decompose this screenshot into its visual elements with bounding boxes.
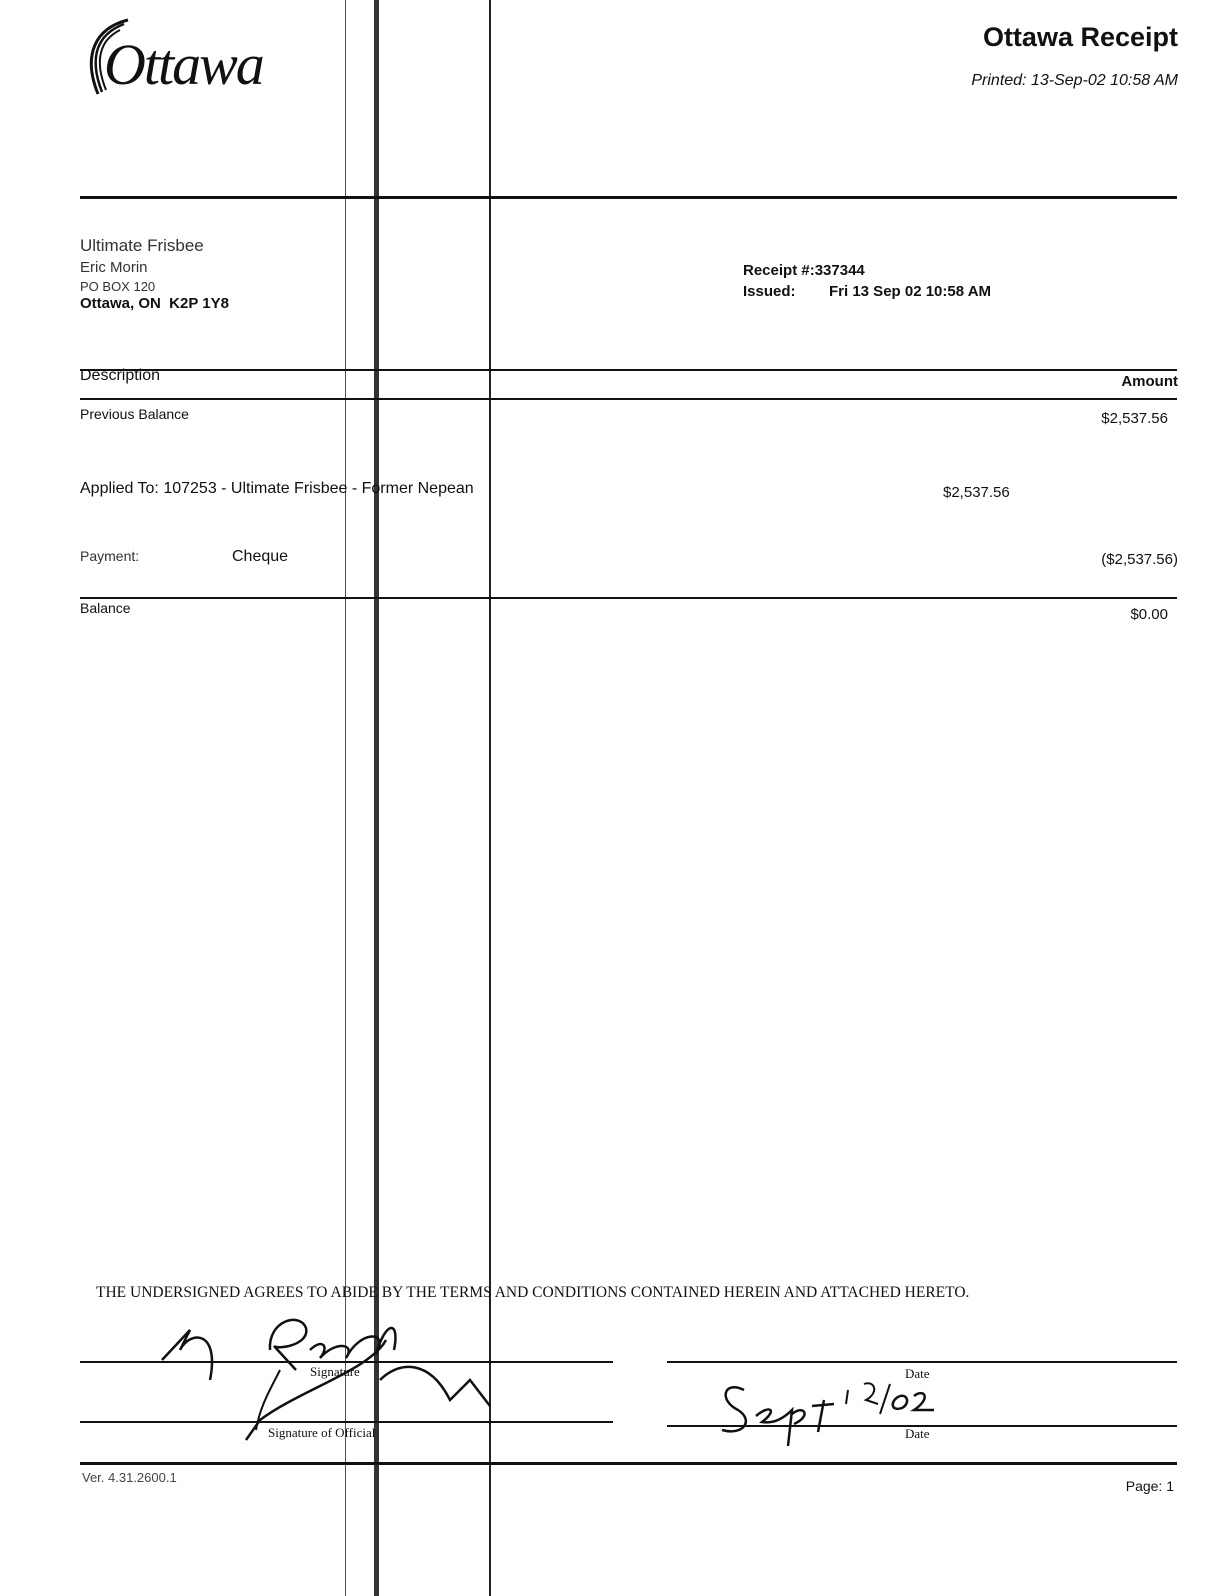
receipt-issued-value: Fri 13 Sep 02 10:58 AM — [829, 283, 992, 300]
receipt-number — [743, 262, 865, 279]
previous-balance-label: Previous Balance — [80, 406, 189, 422]
customer-address: PO BOX 120 — [80, 279, 156, 294]
customer-organization: Ultimate Frisbee — [80, 236, 204, 255]
receipt-number-label: Receipt #: — [743, 262, 815, 279]
agreement-text: THE UNDERSIGNED AGREES TO ABIDE BY THE TERMS AND CONDITIONS CONTAINED HEREIN AND ATTACHED HERETO. — [96, 1284, 970, 1301]
receipt-number-value: 337344 — [814, 262, 865, 279]
applied-to-line: Applied To: 107253 - Ultimate Frisbee - Former Nepean — [80, 480, 474, 497]
handwritten-date — [714, 1370, 954, 1450]
date-label-2: Date — [905, 1426, 930, 1441]
payment-amount: ($2,537.56) — [1101, 551, 1178, 568]
page-title: Ottawa Receipt — [982, 22, 1178, 52]
ottawa-logo — [76, 14, 296, 104]
applied-amount: $2,537.56 — [943, 484, 1010, 501]
handwritten-signature — [150, 1310, 570, 1450]
footer-rule — [80, 1462, 1177, 1465]
header-divider — [80, 196, 1177, 199]
column-header-description: Description — [80, 367, 161, 384]
customer-contact: Eric Morin — [80, 259, 148, 276]
receipt-issued-label: Issued: — [743, 283, 796, 300]
printed-timestamp: Printed: 13-Sep-02 10:58 AM — [971, 72, 1178, 89]
official-signature-label: Signature of Official — [268, 1425, 376, 1440]
payment-method: Cheque — [232, 548, 289, 565]
column-header-amount: Amount — [1121, 373, 1178, 390]
version-text: Ver. 4.31.2600.1 — [82, 1470, 177, 1485]
payment-label: Payment: — [80, 548, 140, 564]
table-header-rule — [80, 398, 1177, 400]
page-number: Page: 1 — [1125, 1478, 1174, 1494]
logo-wordmark: Ottawa — [104, 32, 263, 97]
signature-label: Signature — [310, 1364, 360, 1379]
balance-rule — [80, 597, 1177, 599]
customer-city: Ottawa, ON K2P 1Y8 — [80, 295, 229, 312]
table-top-rule — [80, 369, 1177, 371]
balance-amount: $0.00 — [1130, 606, 1168, 623]
date-label-1: Date — [905, 1366, 930, 1381]
previous-balance-amount: $2,537.56 — [1101, 410, 1168, 427]
date-line-1 — [667, 1361, 1177, 1363]
balance-label: Balance — [80, 600, 131, 616]
